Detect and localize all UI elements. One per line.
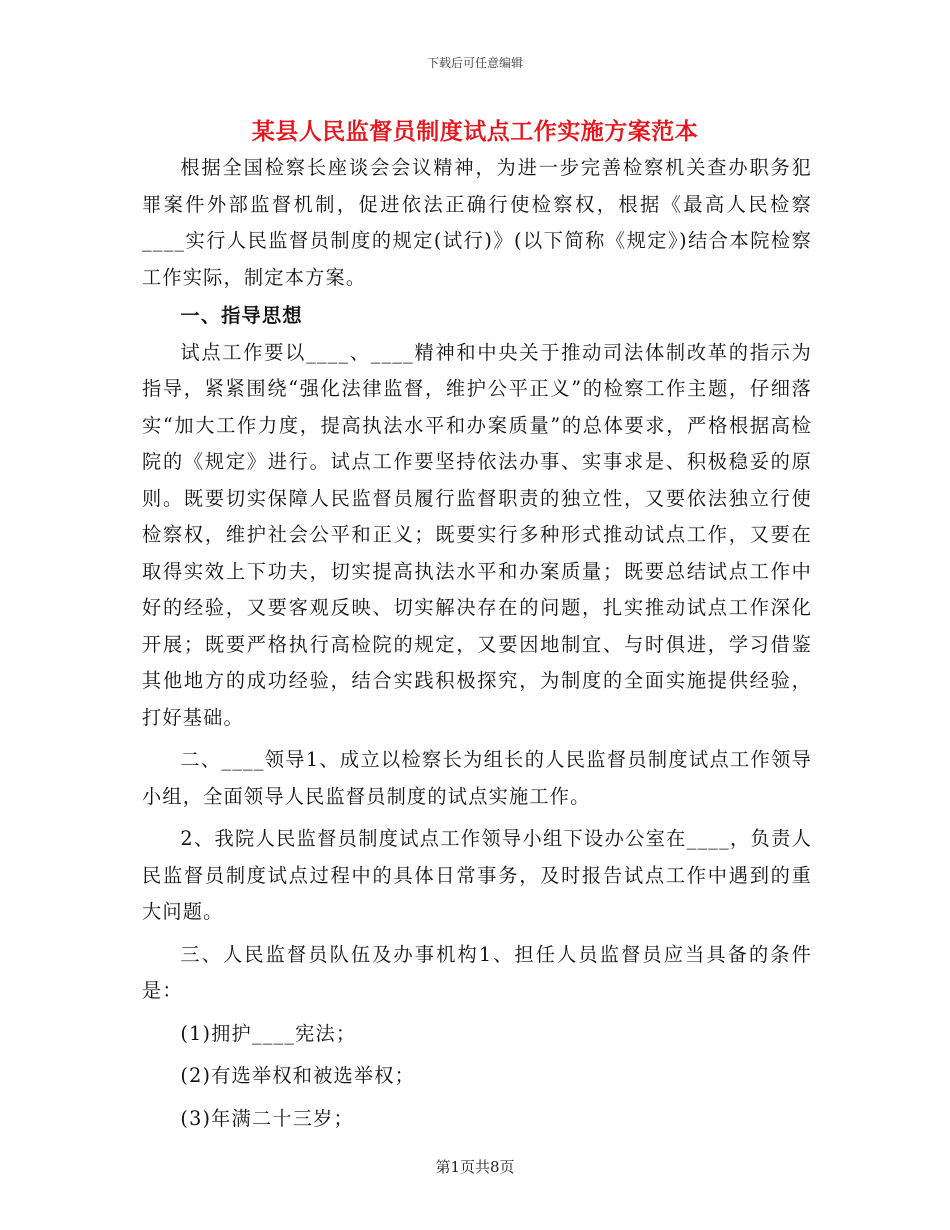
paragraph-office: 2、我院人民监督员制度试点工作领导小组下设办公室在____，负责人民监督员制度试点过程中的具体日常事务，及时报告试点工作中遇到的重大问题。	[142, 827, 812, 923]
paragraph-leadership: 二、____领导1、成立以检察长为组长的人民监督员制度试点工作领导小组，全面领导人民监督员制度的试点实施工作。	[142, 748, 812, 808]
paragraph-guiding-ideology: 试点工作要以____、____精神和中央关于推动司法体制改革的指示为指导，紧紧围绕“强化法律监督，维护公平正义”的检察工作主题，仔细落实“加大工作力度，提高执法水平和办案质量”的总体要求，严格根据高检院的《规定》进行。试点工作要坚持依法办事、实事求是、积极稳妥的原则。既要切实保障人民监督员履行监督职责的独立性，又要依法独立行使检察权，维护社会公平和正义；既要实行多种形式推动试点工作，又要在取得实效上下功夫，切实提高执法水平和办案质量；既要总结试点工作中好的经验，又要客观反映、切实解决存在的问题，扎实推动试点工作深化开展；既要严格执行高检院的规定，又要因地制宜、与时俱进，学习借鉴其他地方的成功经验，结合实践积极探究，为制度的全面实施提供经验，打好基础。	[142, 340, 812, 729]
paragraph-team-conditions: 三、人民监督员队伍及办事机构1、担任人员监督员应当具备的条件是：	[142, 942, 812, 1002]
list-item-condition-2: (2)有选举权和被选举权；	[180, 1064, 416, 1087]
document-title: 某县人民监督员制度试点工作实施方案范本	[251, 118, 699, 145]
section-heading-guiding-ideology: 一、指导思想	[180, 304, 303, 327]
list-item-condition-3: (3)年满二十三岁；	[180, 1106, 354, 1130]
paragraph-intro: 根据全国检察长座谈会会议精神，为进一步完善检察机关查办职务犯罪案件外部监督机制，促进依法正确行使检察权，根据《最高人民检察____实行人民监督员制度的规定(试行)》(以下简称《规定》)结合本院检察工作实际，制定本方案。	[142, 156, 812, 289]
list-item-condition-1: (1)拥护____宪法；	[180, 1021, 357, 1045]
document-body	[142, 150, 812, 1137]
page-number: 第1页共8页	[435, 1158, 515, 1176]
header-note: 下载后可任意编辑	[426, 56, 523, 70]
